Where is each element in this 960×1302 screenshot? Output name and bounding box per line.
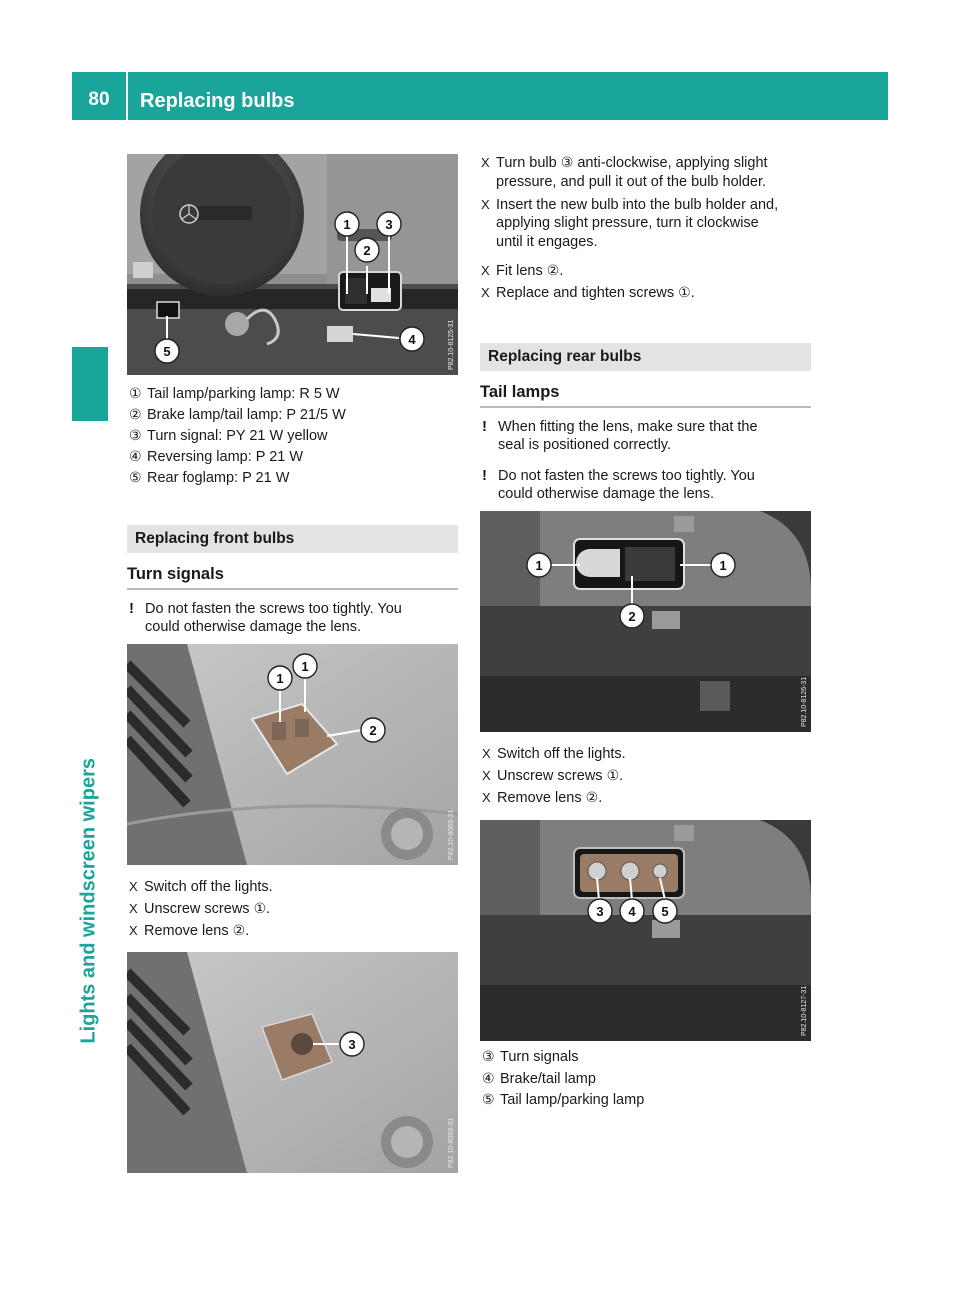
warning-note: ! Do not fasten the screws too tightly. You <box>129 600 402 617</box>
callout-1: 1 <box>276 671 284 686</box>
sidebar-chapter-text: Lights and windscreen wipers <box>78 758 100 1044</box>
legend-item: ⑤ Tail lamp/parking lamp <box>482 1091 645 1108</box>
figure-tail-lamp-lens <box>480 511 811 732</box>
figure-code: P82.10-8127-31 <box>801 985 808 1036</box>
warning-note-cont: could otherwise damage the lens. <box>498 486 715 502</box>
figure-code: P82.10-8069-31 <box>448 1117 455 1168</box>
step-item: X Switch off the lights. <box>129 879 273 895</box>
legend-item: ⑤ Rear foglamp: P 21 W <box>129 469 290 486</box>
subheading-turn-signals: Turn signals <box>127 565 224 583</box>
legend-item: ③ Turn signal: PY 21 W yellow <box>129 427 328 444</box>
legend-item: ④ Reversing lamp: P 21 W <box>129 448 304 465</box>
callout-1: 1 <box>535 558 543 573</box>
step-item: X Unscrew screws ①. <box>482 767 624 784</box>
warning-note: ! Do not fasten the screws too tightly. You <box>482 467 755 484</box>
figure-rear-overview-graphic <box>127 154 458 375</box>
figure-front-turn-signal <box>127 644 458 865</box>
step-item: X Fit lens ②. <box>481 262 564 279</box>
divider <box>127 588 458 590</box>
callout-5: 5 <box>163 344 171 359</box>
page-title: Replacing bulbs <box>140 90 295 112</box>
callout-1: 1 <box>719 558 727 573</box>
figure-front-turn-bulb <box>127 952 458 1173</box>
callout-5: 5 <box>661 904 669 919</box>
callout-1: 1 <box>301 659 309 674</box>
sidebar-chapter-label <box>72 428 108 1044</box>
callout-4: 4 <box>628 904 636 919</box>
step-item: X Insert the new bulb into the bulb holder and, <box>481 197 779 213</box>
header-separator <box>126 72 128 120</box>
sidebar-tab-marker <box>72 347 108 421</box>
figure-rear-overview <box>127 154 458 375</box>
figure-tail-lamp-bulbs <box>480 820 811 1041</box>
warning-note-cont: seal is positioned correctly. <box>498 437 672 453</box>
warning-note: ! When fitting the lens, make sure that the <box>482 418 758 435</box>
legend-item: ③ Turn signals <box>482 1048 579 1065</box>
callout-4: 4 <box>408 332 416 347</box>
figure-code: P82.10-8068-31 <box>448 809 455 860</box>
divider <box>480 406 811 408</box>
subheading-tail-lamps: Tail lamps <box>480 383 560 401</box>
callout-3: 3 <box>348 1037 356 1052</box>
section-heading-front: Replacing front bulbs <box>127 525 458 553</box>
legend-item: ④ Brake/tail lamp <box>482 1070 596 1087</box>
step-item-cont: applying slight pressure, turn it clockwise <box>496 215 759 231</box>
step-item-cont: until it engages. <box>496 234 598 250</box>
step-item: X Remove lens ②. <box>482 789 603 806</box>
callout-2: 2 <box>363 243 371 258</box>
callout-3: 3 <box>596 904 604 919</box>
callout-1: 1 <box>343 217 351 232</box>
page-number: 80 <box>88 89 110 110</box>
step-item: X Unscrew screws ①. <box>129 900 271 917</box>
figure-code: P82.10-8125-31 <box>448 319 455 370</box>
callout-2: 2 <box>628 609 636 624</box>
warning-note-cont: could otherwise damage the lens. <box>145 619 362 635</box>
callout-3: 3 <box>385 217 393 232</box>
figure-code: P82.10-8126-31 <box>801 676 808 727</box>
section-heading-rear: Replacing rear bulbs <box>480 343 811 371</box>
step-item: X Turn bulb ③ anti-clockwise, applying slight <box>481 154 768 171</box>
step-item: X Replace and tighten screws ①. <box>481 284 695 301</box>
legend-item: ① Tail lamp/parking lamp: R 5 W <box>129 385 340 402</box>
step-item-cont: pressure, and pull it out of the bulb holder. <box>496 174 767 190</box>
step-item: X Remove lens ②. <box>129 922 250 939</box>
step-item: X Switch off the lights. <box>482 746 626 762</box>
legend-item: ② Brake lamp/tail lamp: P 21/5 W <box>129 406 346 423</box>
callout-2: 2 <box>369 723 377 738</box>
